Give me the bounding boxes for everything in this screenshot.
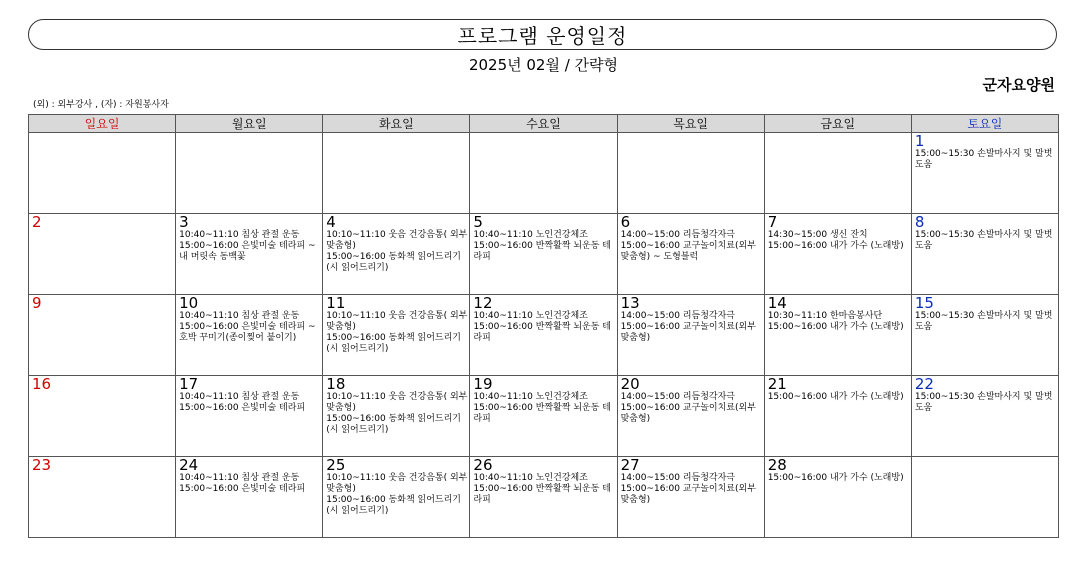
weekday-header-row — [29, 115, 1059, 133]
title-box — [28, 19, 1057, 50]
event-entry: 15:00~15:30 손발마사지 및 말벗도움 — [914, 230, 1053, 251]
schedule-calendar — [28, 114, 1059, 538]
day-number: 28 — [767, 456, 787, 474]
event-entry: 10:10~11:10 웃음 건강음통( 외부맞춤형) — [326, 392, 468, 413]
event-entry: 15:00~16:00 동화책 읽어드리기(시 읽어드리기) — [326, 333, 461, 354]
event-entry: 14:00~15:00 리듬청각자극 — [620, 392, 736, 402]
day-number: 22 — [914, 375, 934, 393]
day-cell — [617, 376, 764, 457]
day-cell — [911, 376, 1058, 457]
event-entry: 15:00~16:00 교구놀이치료(외부맞춤형) ~ 도형블럭 — [620, 241, 756, 262]
event-entry: 15:00~16:00 내가 가수 (노래방) — [767, 241, 904, 251]
event-entry: 10:40~11:10 침상 관절 운동 — [179, 473, 300, 483]
event-entry: 14:30~15:00 생신 잔치 — [767, 230, 868, 240]
day-cell — [323, 457, 470, 538]
page-title: 프로그램 운영일정 — [457, 24, 628, 48]
day-cell — [176, 295, 323, 376]
day-number: 23 — [32, 456, 52, 474]
day-cell — [470, 376, 617, 457]
event-entry: 14:00~15:00 리듬청각자극 — [620, 230, 736, 240]
weekday-saturday: 토요일 — [911, 115, 1058, 133]
weekday-thursday: 목요일 — [617, 115, 764, 133]
day-cell — [911, 214, 1058, 295]
day-number: 5 — [473, 213, 483, 231]
event-entry: 15:00~16:00 은빛미술 테라피 — [179, 403, 306, 413]
day-number: 12 — [473, 294, 493, 312]
day-number: 13 — [620, 294, 640, 312]
event-entry: 15:00~16:00 교구놀이치료(외부맞춤형) — [620, 322, 756, 343]
day-cell — [764, 376, 911, 457]
event-entry: 15:00~16:00 내가 가수 (노래방) — [767, 473, 904, 483]
weekday-wednesday: 수요일 — [470, 115, 617, 133]
day-cell — [29, 133, 176, 214]
day-cell — [323, 376, 470, 457]
event-entry: 10:10~11:10 웃음 건강음통( 외부맞춤형) — [326, 473, 468, 494]
day-number: 15 — [914, 294, 934, 312]
event-entry: 15:00~16:00 은빛미술 테라피 ~ 호박 꾸미기(종이찢어 붙이기) — [179, 322, 316, 343]
week-row — [29, 457, 1059, 538]
day-number: 21 — [767, 375, 787, 393]
event-entry: 10:40~11:10 노인건강체조 — [473, 473, 588, 483]
event-entry: 15:00~15:30 손발마사지 및 말벗도움 — [914, 392, 1053, 413]
week-row — [29, 133, 1059, 214]
event-entry: 15:00~16:00 동화책 읽어드리기(시 읽어드리기) — [326, 414, 461, 435]
day-cell — [617, 295, 764, 376]
event-entry: 15:00~16:00 내가 가수 (노래방) — [767, 392, 904, 402]
day-number: 14 — [767, 294, 787, 312]
day-cell — [29, 457, 176, 538]
day-number: 4 — [326, 213, 336, 231]
legend-note: (외) : 외부강사 , (자) : 자원봉사자 — [33, 100, 169, 110]
event-entry: 15:00~16:00 반짝활짝 뇌운동 테라피 — [473, 403, 611, 424]
event-entry: 15:00~15:30 손발마사지 및 말벗도움 — [914, 311, 1053, 332]
event-entry: 15:00~16:00 교구놀이치료(외부맞춤형) — [620, 484, 756, 505]
week-row — [29, 376, 1059, 457]
day-number: 2 — [32, 213, 42, 231]
day-number: 16 — [32, 375, 52, 393]
event-entry: 15:00~16:00 교구놀이치료(외부맞춤형) — [620, 403, 756, 424]
day-cell — [29, 214, 176, 295]
day-cell — [29, 295, 176, 376]
event-entry: 10:40~11:10 침상 관절 운동 — [179, 311, 300, 321]
day-cell — [323, 295, 470, 376]
event-entry: 15:00~16:00 반짝활짝 뇌운동 테라피 — [473, 241, 611, 262]
day-number: 17 — [179, 375, 199, 393]
event-entry: 15:00~16:00 반짝활짝 뇌운동 테라피 — [473, 484, 611, 505]
event-entry: 10:10~11:10 웃음 건강음통( 외부맞춤형) — [326, 311, 468, 332]
day-cell — [470, 295, 617, 376]
weekday-tuesday: 화요일 — [323, 115, 470, 133]
event-entry: 15:00~16:00 동화책 읽어드리기(시 읽어드리기) — [326, 495, 461, 516]
day-cell — [911, 457, 1058, 538]
day-cell — [176, 376, 323, 457]
event-entry: 15:00~16:00 동화책 읽어드리기(시 읽어드리기) — [326, 252, 461, 273]
day-cell — [617, 457, 764, 538]
event-entry: 10:10~11:10 웃음 건강음통( 외부맞춤형) — [326, 230, 468, 251]
day-cell — [764, 457, 911, 538]
day-number: 25 — [326, 456, 346, 474]
day-number: 24 — [179, 456, 199, 474]
event-entry: 15:00~15:30 손발마사지 및 말벗도움 — [914, 149, 1053, 170]
weekday-sunday: 일요일 — [29, 115, 176, 133]
day-cell — [764, 133, 911, 214]
day-cell — [176, 133, 323, 214]
event-entry: 10:40~11:10 노인건강체조 — [473, 392, 588, 402]
day-number: 3 — [179, 213, 189, 231]
day-cell — [911, 133, 1058, 214]
event-entry: 10:40~11:10 노인건강체조 — [473, 230, 588, 240]
event-entry: 15:00~16:00 내가 가수 (노래방) — [767, 322, 904, 332]
event-entry: 10:30~11:10 한마음봉사단 — [767, 311, 883, 321]
event-entry: 14:00~15:00 리듬청각자극 — [620, 311, 736, 321]
day-number: 7 — [767, 213, 778, 231]
weekday-friday: 금요일 — [764, 115, 911, 133]
week-row — [29, 295, 1059, 376]
day-cell — [470, 457, 617, 538]
week-row — [29, 214, 1059, 295]
day-number: 27 — [620, 456, 640, 474]
day-number: 9 — [32, 294, 42, 312]
day-cell — [617, 214, 764, 295]
day-cell — [323, 133, 470, 214]
day-number: 8 — [914, 213, 925, 231]
day-cell — [470, 214, 617, 295]
event-entry: 10:40~11:10 침상 관절 운동 — [179, 230, 300, 240]
day-cell — [470, 133, 617, 214]
event-entry: 15:00~16:00 은빛미술 테라피 — [179, 484, 306, 494]
event-entry: 15:00~16:00 은빛미술 테라피 ~내 머릿속 동백꽃 — [179, 241, 316, 262]
day-cell — [764, 295, 911, 376]
day-number: 10 — [179, 294, 199, 312]
day-cell — [764, 214, 911, 295]
organization-name: 군자요양원 — [982, 76, 1055, 94]
event-entry: 10:40~11:10 침상 관절 운동 — [179, 392, 300, 402]
day-number: 19 — [473, 375, 493, 393]
day-number: 6 — [620, 213, 631, 231]
weekday-monday: 월요일 — [176, 115, 323, 133]
event-entry: 10:40~11:10 노인건강체조 — [473, 311, 588, 321]
page-subtitle: 2025년 02월 / 간략형 — [468, 56, 619, 74]
day-number: 1 — [914, 132, 925, 150]
day-cell — [29, 376, 176, 457]
day-number: 26 — [473, 456, 493, 474]
day-number: 20 — [620, 375, 640, 393]
day-cell — [911, 295, 1058, 376]
day-cell — [176, 457, 323, 538]
event-entry: 14:00~15:00 리듬청각자극 — [620, 473, 736, 483]
event-entry: 15:00~16:00 반짝활짝 뇌운동 테라피 — [473, 322, 611, 343]
day-cell — [617, 133, 764, 214]
day-cell — [176, 214, 323, 295]
day-number: 11 — [326, 294, 346, 312]
day-cell — [323, 214, 470, 295]
day-number: 18 — [326, 375, 346, 393]
